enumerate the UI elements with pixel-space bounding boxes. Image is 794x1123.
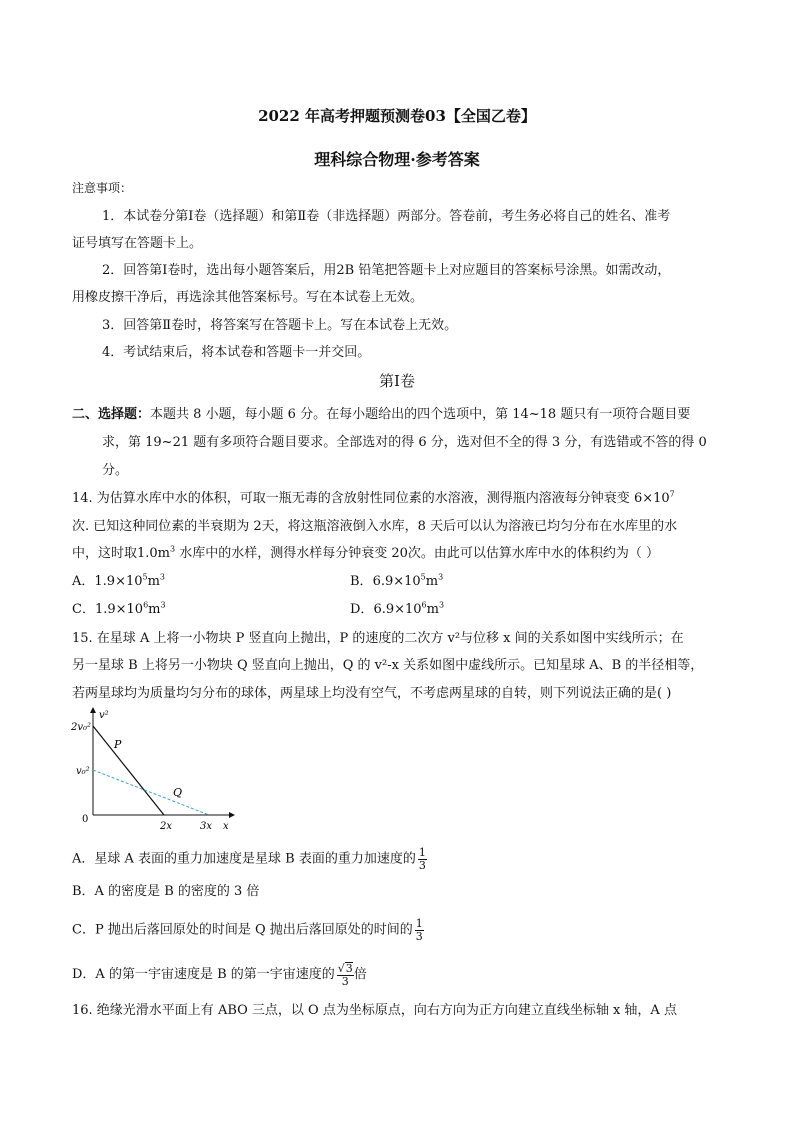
q14-exp: 7 [669,489,675,499]
option-unit-exp: 3 [438,572,444,582]
y-tick-v0sq: v₀² [76,766,90,777]
option-tail: 倍 [353,967,367,983]
v2-x-graph [68,704,248,834]
option-label: C． [72,602,95,617]
q14-text-3a: 中，这时取1.0m [72,546,171,561]
q14-text-3b: 水库中的水样，测得水样每分钟衰变 20次。由此可以估算水库中水的体积约为（ ） [175,546,660,561]
option-label: A． [72,574,95,589]
q15-option-c[interactable] [72,918,424,942]
label-q: Q [173,786,183,799]
q14-option-a[interactable] [72,572,166,589]
paper-subtitle: 理科综合物理·参考答案 [314,150,480,169]
section-label: 二、选择题： [72,407,151,422]
option-value: 1.9×10 [94,602,144,617]
option-exp: 5 [420,572,426,582]
part-title: 第Ⅰ卷 [379,372,415,390]
notice-line-2: 证号填写在答题卡上。 [72,236,203,251]
p-solid-line [93,726,164,815]
x-tick-3x: 3x [200,821,213,832]
x-tick-2x: 2x [160,821,173,832]
option-text: A．星球 A 表面的重力加速度是星球 B 表面的重力加速度的 [72,851,416,867]
option-unit: m [147,574,160,589]
notice-line-1: 1．本试卷分第Ⅰ卷（选择题）和第Ⅱ卷（非选择题）两部分。答卷前，考生务必将自己的姓名、准考 [102,209,671,224]
option-value: 1.9×10 [94,574,143,589]
q-dashed-line [93,770,209,815]
q14-exp-2: 3 [170,544,176,554]
q15-option-b[interactable] [72,885,259,898]
fraction-denominator: 3 [418,858,426,872]
fraction-denominator: 3 [341,974,349,988]
option-text: D．A 的第一宇宙速度是 B 的第一宇宙速度的 [72,967,335,983]
section-line-2: 求，第 19~21 题有多项符合题目要求。全部选对的得 6 分，选对但不全的得 3 分，有选错或不答的得 0 [102,435,707,450]
option-unit: m [425,574,439,589]
option-exp: 5 [142,572,148,582]
fraction [337,962,354,987]
notice-line-6: 4．考试结束后，将本试卷和答题卡一并交回。 [102,345,371,360]
q14-option-b[interactable] [350,572,444,589]
option-unit: m [426,602,439,617]
q15-line-3: 若两星球均为质量均匀分布的球体，两星球上均没有空气，不考虑两星球的自转，则下列说法正确的是( ) [72,686,672,701]
option-exp: 6 [421,600,427,610]
section-line-1 [72,408,690,421]
origin-label: 0 [82,814,89,825]
option-unit-exp: 3 [160,600,166,610]
q15-line-2: 另一星球 B 上将另一小物块 Q 竖直向上抛出，Q 的 v²-x 关系如图中虚线所示。已知星球 A、B 的半径相等， [72,658,704,673]
q16-line-1: 16. 绝缘光滑水平面上有 ABO 三点，以 O 点为坐标原点，向右方向为正方向建立直线坐标轴 x 轴，A 点 [72,1003,677,1018]
notice-heading: 注意事项： [72,181,133,195]
fraction-numerator: 1 [415,917,423,930]
q14-line-2: 次. 已知这种同位素的半衰期为 2天，将这瓶溶液倒入水库，8 天后可以认为溶液已均匀分布在水库里的水 [72,519,678,534]
option-unit-exp: 3 [438,600,445,610]
q15-line-1: 15. 在星球 A 上将一小物块 P 竖直向上抛出，P 的速度的二次方 v²与位移 x 间的关系如图中实线所示；在 [72,631,684,646]
option-exp: 6 [143,600,149,610]
q14-text-1: 14. 为估算水库中水的体积，可取一瓶无毒的含放射性同位素的水溶液，测得瓶内溶液每分钟衰变 6×10 [72,491,670,506]
notice-line-5: 3．回答第Ⅱ卷时，将答案写在答题卡上。写在本试卷上无效。 [102,318,458,333]
section-text-1: 本题共 8 小题，每小题 6 分。在每小题给出的四个选项中，第 14~18 题只有一项符合题目要 [150,407,691,422]
fraction-denominator: 3 [415,929,423,943]
fraction [415,918,424,942]
fraction-numerator: √3 [337,962,353,975]
fraction-numerator: 1 [418,846,426,859]
option-text: B．A 的密度是 B 的密度的 3 倍 [72,884,260,899]
q14-line-1 [72,489,675,506]
section-line-3: 分。 [102,463,129,478]
option-value: 6.9×10 [372,574,421,589]
paper-title: 2022 年高考押题预测卷03【全国乙卷】 [258,107,536,125]
q15-option-d[interactable] [72,962,367,987]
option-value: 6.9×10 [373,602,422,617]
fraction [418,847,427,871]
label-p: P [114,738,122,751]
notice-line-4: 用橡皮擦干净后，再选涂其他答案标号。写在本试卷上无效。 [72,290,424,305]
q14-option-d[interactable] [350,600,445,617]
y-tick-2v0sq: 2v₀² [71,722,92,733]
radicand: 3 [345,962,353,975]
y-axis-label: v² [99,710,109,721]
notice-line-3: 2．回答第Ⅰ卷时，选出每小题答案后，用2B 铅笔把答题卡上对应题目的答案标号涂黑。如需改动， [102,263,671,278]
q15-option-a[interactable] [72,847,427,871]
q14-line-3 [72,544,660,561]
option-label: D． [350,602,374,617]
x-axis-label: x [223,821,229,832]
q14-option-c[interactable] [72,600,166,617]
option-text: C．P 抛出后落回原处的时间是 Q 抛出后落回原处的时间的 [72,922,413,938]
option-unit-exp: 3 [159,572,166,582]
option-label: B． [350,574,373,589]
option-unit: m [148,602,161,617]
